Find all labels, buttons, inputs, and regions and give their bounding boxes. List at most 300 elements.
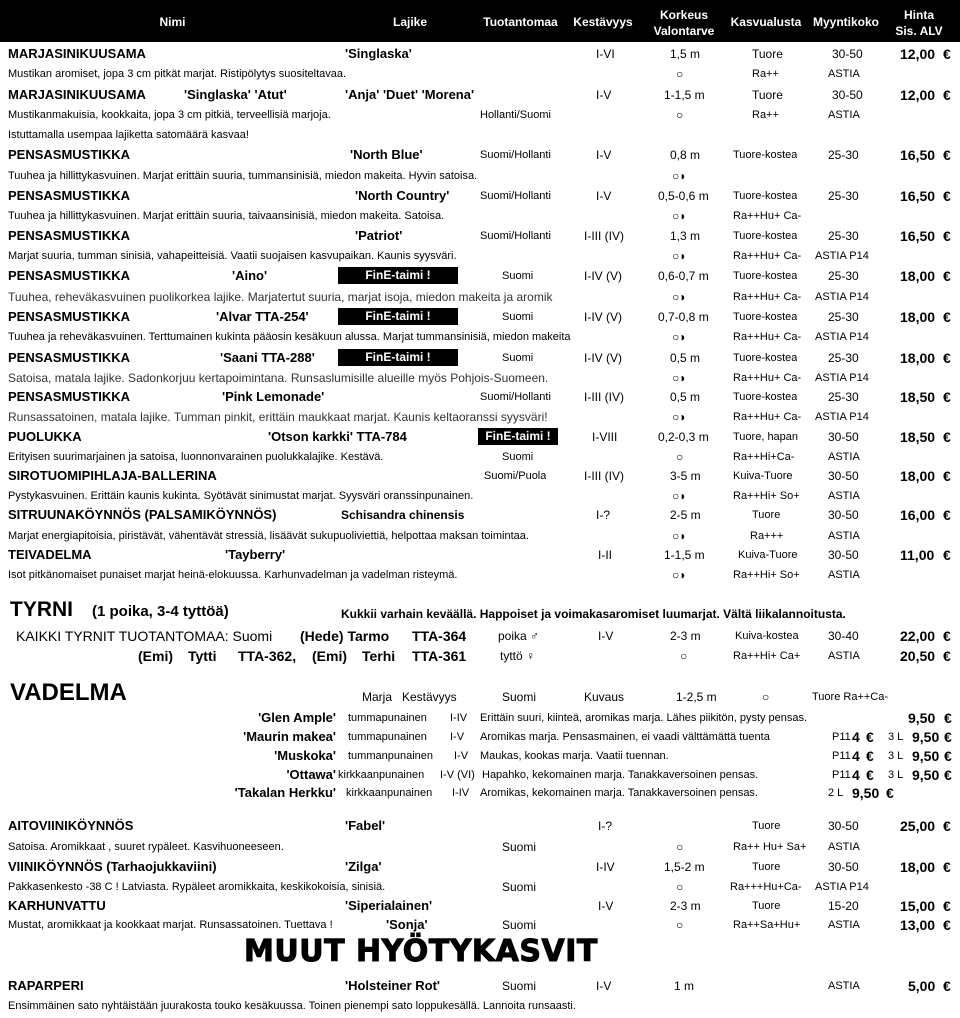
col-myyntikoko: Myyntikoko: [812, 15, 879, 29]
soil: Tuore: [752, 900, 781, 912]
pack: ASTIA: [828, 980, 860, 992]
soil-req: Ra+++: [750, 530, 784, 542]
soil: Tuore-kostea: [733, 149, 798, 161]
size: 25-30: [828, 229, 859, 243]
product-name: PENSASMUSTIKKA: [8, 309, 131, 324]
pack: ASTIA: [828, 919, 860, 931]
sun-icon: ○: [676, 67, 684, 81]
price: 9,50: [908, 710, 936, 726]
cultivar: 'North Country': [355, 188, 450, 203]
product-name: SIROTUOMIPIHLAJA-BALLERINA: [8, 468, 217, 483]
pack: ASTIA: [828, 841, 860, 853]
price: 18,50: [900, 389, 936, 405]
size: 25-30: [828, 310, 859, 324]
soil: Tuore, hapan: [733, 431, 799, 443]
euro-sign: €: [886, 785, 894, 801]
soil-req: Ra++Hu+ Ca-: [733, 331, 802, 343]
euro-sign: €: [943, 859, 951, 875]
table-row: [0, 427, 960, 447]
price: 11,00: [900, 547, 935, 563]
euro-sign: €: [943, 46, 951, 62]
table-row-desc: [0, 166, 960, 186]
tyrni-tytti: Tytti: [188, 648, 217, 664]
table-row-desc: [0, 64, 960, 84]
size: 30-50: [828, 819, 859, 833]
cultivar: 'Siperialainen': [345, 898, 433, 913]
price-small: 4: [852, 729, 860, 745]
product-name: PENSASMUSTIKKA: [8, 147, 131, 162]
cultivar: 'Zilga': [345, 859, 382, 874]
soil-req: Ra++Hu+ Ca-: [733, 411, 802, 423]
col-nimi: Nimi: [159, 15, 186, 29]
table-row: [0, 226, 960, 246]
price: 9,50: [912, 748, 940, 764]
zone: I-IV: [450, 712, 468, 724]
soil: Tuore-kostea: [733, 190, 798, 202]
cultivar: 'Glen Ample': [258, 710, 336, 725]
height: 3-5 m: [670, 469, 701, 483]
height: 0,5-0,6 m: [658, 189, 709, 203]
euro-sign: €: [943, 818, 951, 834]
vadelma-header: [0, 687, 960, 707]
col-tuotantomaa: Tuotantomaa: [483, 15, 558, 29]
description: Pystykasvuinen. Erittäin kaunis kukinta. Syötävät sinimustat marjat. Syysväri oranssinpunainen.: [8, 490, 474, 502]
berry-color: tummanpunainen: [348, 750, 434, 762]
description: Tuuhea ja hillittykasvuinen. Marjat erittäin suuria, tummansinisiä, miedon makeita. Hyvin satoisa.: [8, 170, 478, 182]
table-row: [0, 85, 960, 105]
zone: I-V: [450, 731, 465, 743]
size: 25-30: [828, 189, 859, 203]
pack: ASTIA P14: [815, 411, 869, 423]
cultivar: 'Holsteiner Rot': [345, 978, 441, 993]
product-name: PENSASMUSTIKKA: [8, 188, 131, 203]
soil: Tuore: [752, 47, 783, 61]
zone: I-II: [598, 548, 612, 562]
pack-2: 3 L: [888, 769, 904, 781]
country: Suomi/Hollanti: [480, 149, 551, 161]
price: 16,50: [900, 228, 936, 244]
table-row: [0, 348, 960, 368]
euro-sign: €: [943, 188, 951, 204]
fine-badge: FinE-taimi !: [338, 267, 458, 284]
table-row-desc: [0, 565, 960, 585]
table-row-desc: [0, 206, 960, 226]
zone: I-V: [598, 899, 614, 913]
price: 9,50: [912, 767, 940, 783]
pack: ASTIA P14: [815, 250, 869, 262]
soil: Tuore-kostea: [733, 311, 798, 323]
price-small: 4: [852, 767, 860, 783]
description: Ensimmäinen sato nyhtäistään juurakosta touko kesäkuussa. Toinen pienempi sato loppukesällä. Lannoita runsaasti.: [8, 1000, 576, 1012]
tyrni-tta362: TTA-362,: [238, 648, 297, 664]
price: 22,00: [900, 628, 936, 644]
height: 1,3 m: [670, 229, 701, 243]
description: Mustikan aromiset, jopa 3 cm pitkät marjat. Ristipölytys suositeltavaa.: [8, 68, 347, 80]
section-title-muut: MUUT HYÖTYKASVIT: [244, 934, 598, 969]
euro-sign: €: [943, 268, 951, 284]
tyrni-emi: (Emi): [138, 648, 173, 664]
product-name: KARHUNVATTU: [8, 898, 106, 913]
cultivar: 'Takalan Herkku': [234, 785, 336, 800]
size: 30-50: [832, 47, 863, 61]
soil: Tuore-kostea: [733, 270, 798, 282]
sun-icon: ○: [762, 690, 770, 704]
country: Suomi: [502, 840, 537, 854]
zone: I-IV: [596, 860, 615, 874]
vadelma-row: [0, 783, 960, 803]
soil: Tuore: [752, 820, 781, 832]
cultivar: 'Ottawa': [286, 767, 336, 782]
cultivar: 'Singlaska' 'Atut': [184, 87, 287, 102]
sun-halfshade-icon: ○◗: [672, 410, 687, 424]
height: 1,5 m: [670, 47, 701, 61]
description: Satoisa. Aromikkaat , suuret rypäleet. Kasvihuoneeseen.: [8, 841, 284, 853]
zone: I-III (IV): [584, 390, 624, 404]
soil-req: Ra++: [752, 68, 779, 80]
price: 18,50: [900, 429, 936, 445]
soil-req: Ra++ Hu+ Sa+: [733, 841, 807, 853]
product-name: PENSASMUSTIKKA: [8, 268, 131, 283]
description: Tuuhea ja reheväkasvuinen. Terttumainen kukinta pääosin kesäkuun alussa. Marjat tummansinisiä, miedon makeita: [8, 331, 571, 343]
pack: ASTIA: [828, 68, 860, 80]
description: Tuuhea ja hillittykasvuinen. Marjat erittäin suuria, taivaansinisiä, miedon makeita. Satoisa.: [8, 210, 445, 222]
size: 30-40: [828, 629, 859, 643]
zone: I-?: [598, 819, 613, 833]
country: Suomi: [502, 352, 534, 364]
tyrni-row-2: [0, 646, 960, 666]
product-name: PENSASMUSTIKKA: [8, 350, 131, 365]
country: Suomi/Puola: [484, 470, 547, 482]
product-name: AITOVIINIKÖYNNÖS: [8, 818, 134, 833]
sun-halfshade-icon: ○◗: [672, 371, 687, 385]
col-alv: Sis. ALV: [895, 24, 943, 38]
zone: I-V (VI): [440, 769, 475, 781]
height: 0,5 m: [670, 351, 701, 365]
berry-color: tummapunainen: [348, 712, 427, 724]
product-name: PUOLUKKA: [8, 429, 82, 444]
tyrni-tta364: TTA-364: [412, 628, 467, 644]
pack: ASTIA: [828, 650, 860, 662]
soil-req: Ra++Hu+ Ca-: [733, 250, 802, 262]
pack: ASTIA P14: [815, 881, 869, 893]
country: Suomi: [502, 311, 534, 323]
price: 13,00: [900, 917, 936, 933]
soil: Kuiva-Tuore: [733, 470, 793, 482]
vadelma-row: [0, 765, 960, 785]
pack: P11: [832, 750, 851, 762]
col-suomi: Suomi: [502, 690, 537, 704]
table-row: [0, 896, 960, 916]
product-name: VIINIKÖYNNÖS (Tarhaojukkaviini): [8, 859, 217, 874]
table-row: [0, 857, 960, 877]
fine-badge: FinE-taimi !: [478, 428, 558, 445]
table-row: [0, 816, 960, 836]
pack-2: 2 L: [828, 787, 844, 799]
table-row-desc: [0, 368, 960, 388]
sun-halfshade-icon: ○◗: [672, 209, 687, 223]
tyrni-poika: poika ♂: [498, 629, 540, 643]
price: 18,00: [900, 859, 936, 875]
product-name: MARJASINIKUUSAMA: [8, 46, 146, 61]
description: Mustikanmakuisia, kookkaita, jopa 3 cm pitkiä, terveellisiä marjoja.: [8, 109, 331, 121]
note: Istuttamalla usempaa lajiketta satomäärä kasvaa!: [8, 129, 249, 141]
euro-sign: €: [943, 87, 951, 103]
description: Maukas, kookas marja. Vaatii tuennan.: [480, 750, 669, 762]
cultivar: 'Pink Lemonade': [222, 389, 325, 404]
size: 30-50: [828, 430, 859, 444]
price: 16,00: [900, 507, 936, 523]
height: 1 m: [674, 979, 695, 993]
euro-sign: €: [866, 748, 874, 764]
cultivar: 'Aino': [232, 268, 268, 283]
size: 15-20: [828, 899, 859, 913]
tyrni-origin: KAIKKI TYRNIT TUOTANTOMAA: Suomi: [16, 628, 273, 644]
price: 18,00: [900, 309, 936, 325]
description: Aromikas marja. Pensasmainen, ei vaadi välttämättä tuenta: [480, 731, 770, 743]
country: Suomi/Hollanti: [480, 230, 551, 242]
tyrni-terhi: Terhi: [362, 648, 396, 664]
soil-req: Ra++Sa+Hu+: [733, 919, 801, 931]
table-row: [0, 145, 960, 165]
product-name: MARJASINIKUUSAMA: [8, 87, 146, 102]
col-kuvaus: Kuvaus: [584, 690, 625, 704]
vadelma-row: [0, 746, 960, 766]
price: 12,00: [900, 46, 936, 62]
product-name: TEIVADELMA: [8, 547, 92, 562]
table-row: [0, 307, 960, 327]
price: 9,50: [852, 785, 880, 801]
pack: ASTIA: [828, 109, 860, 121]
sun-halfshade-icon: ○◗: [672, 529, 687, 543]
tyrni-tta361: TTA-361: [412, 648, 467, 664]
berry-color: kirkkaanpunainen: [338, 769, 425, 781]
zone: I-IV (V): [584, 351, 622, 365]
table-row-desc: [0, 327, 960, 347]
table-row: [0, 44, 960, 64]
zone: I-IV (V): [584, 310, 622, 324]
table-row-desc: [0, 996, 960, 1016]
berry-color: tummapunainen: [348, 731, 427, 743]
size: 25-30: [828, 390, 859, 404]
soil-req: Ra++Hi+ Ca+: [733, 650, 801, 662]
height: 1-1,5 m: [664, 548, 705, 562]
size: 25-30: [828, 148, 859, 162]
pack: ASTIA P14: [815, 291, 869, 303]
fine-badge: FinE-taimi !: [338, 308, 458, 325]
size: 30-50: [832, 88, 863, 102]
tyrni-emi-2: (Emi): [312, 648, 347, 664]
price: 25,00: [900, 818, 936, 834]
country: Hollanti/Suomi: [480, 109, 551, 121]
size: 30-50: [828, 860, 859, 874]
soil-req: Ra++Hi+ So+: [733, 490, 800, 502]
table-row-desc: [0, 526, 960, 546]
height: 0,2-0,3 m: [658, 430, 709, 444]
price: 12,00: [900, 87, 936, 103]
table-row-desc: [0, 915, 960, 935]
height: 2-3 m: [670, 899, 701, 913]
description: Tuuhea, reheväkasvuinen puolikorkea lajike. Marjatertut suuria, marjat isoja, miedon makeita ja aromik: [8, 290, 553, 304]
cultivar: Schisandra chinensis: [341, 508, 465, 522]
table-row-desc: [0, 407, 960, 427]
soil-req: Ra+++Hu+Ca-: [730, 881, 802, 893]
tyrni-subtitle: (1 poika, 3-4 tyttöä): [92, 603, 229, 620]
tyrni-hede: (Hede) Tarmo: [300, 628, 390, 644]
table-row: [0, 186, 960, 206]
tyrni-note: Kukkii varhain keväällä. Happoiset ja voimakasaromiset luumarjat. Vältä liikalannoitusta.: [341, 607, 846, 621]
cultivar: 'Otson karkki' TTA-784: [268, 429, 407, 444]
pack: ASTIA: [828, 530, 860, 542]
euro-sign: €: [944, 748, 952, 764]
euro-sign: €: [943, 309, 951, 325]
height: 0,7-0,8 m: [658, 310, 709, 324]
euro-sign: €: [943, 898, 951, 914]
country: Suomi: [502, 451, 534, 463]
cultivar: 'Alvar TTA-254': [216, 309, 309, 324]
product-name: PENSASMUSTIKKA: [8, 228, 131, 243]
price: 16,50: [900, 147, 936, 163]
cultivar: 'Tayberry': [225, 547, 286, 562]
country: Suomi: [502, 270, 534, 282]
product-name: SITRUUNAKÖYNNÖS (PALSAMIKÖYNNÖS): [8, 507, 277, 522]
description: Satoisa, matala lajike. Sadonkorjuu kertapoimintana. Runsaslumisille alueille myös Pohjois-Suomeen.: [8, 371, 549, 385]
euro-sign: €: [943, 547, 951, 563]
description: Aromikas, kekomainen marja. Tanakkaversoinen pensas.: [480, 787, 758, 799]
size: 30-50: [828, 508, 859, 522]
cultivar-2: 'Anja' 'Duet' 'Morena': [345, 87, 475, 102]
price: 18,00: [900, 468, 936, 484]
tyrni-tytto: tyttö ♀: [500, 649, 536, 663]
cultivar: 'North Blue': [350, 147, 423, 162]
soil: Tuore-kostea: [733, 352, 798, 364]
cultivar: 'Fabel': [345, 818, 386, 833]
sun-halfshade-icon: ○◗: [672, 489, 687, 503]
description: Mustat, aromikkaat ja kookkaat marjat. Runsassatoinen. Tuettava !: [8, 919, 333, 931]
soil-req: Ra++Hi+ So+: [733, 569, 800, 581]
price: 20,50: [900, 648, 936, 664]
table-header: [0, 0, 960, 42]
price: 18,00: [900, 350, 936, 366]
table-row: [0, 266, 960, 286]
pack: ASTIA P14: [815, 372, 869, 384]
sun-halfshade-icon: ○◗: [672, 568, 687, 582]
tyrni-title: TYRNI: [10, 598, 73, 621]
table-row-desc: [0, 105, 960, 125]
soil-req: Ra++Hi+Ca-: [733, 451, 795, 463]
zone: I-V: [454, 750, 469, 762]
sun-halfshade-icon: ○◗: [672, 330, 687, 344]
col-kestavyys: Kestävyys: [573, 15, 633, 29]
table-row-desc: [0, 246, 960, 266]
col-kestavyys: Kestävyys: [402, 690, 457, 704]
euro-sign: €: [943, 507, 951, 523]
vadelma-row: [0, 727, 960, 747]
table-row: [0, 545, 960, 565]
col-kasvualusta: Kasvualusta: [730, 15, 802, 29]
pack: ASTIA P14: [815, 331, 869, 343]
soil: Tuore: [752, 88, 783, 102]
zone: I-IV (V): [584, 269, 622, 283]
country: Suomi: [502, 979, 537, 993]
col-valontarve: Valontarve: [653, 24, 715, 38]
pack: P11: [832, 769, 851, 781]
price-small: 4: [852, 748, 860, 764]
table-row: [0, 387, 960, 407]
product-name: RAPARPERI: [8, 978, 84, 993]
description: Erittäin suuri, kiinteä, aromikas marja. Lähes piikitön, pysty pensas.: [480, 712, 808, 724]
size: 30-50: [828, 469, 859, 483]
vadelma-row: [0, 708, 960, 728]
table-row-desc: [0, 486, 960, 506]
euro-sign: €: [944, 767, 952, 783]
country: Suomi/Hollanti: [480, 391, 551, 403]
euro-sign: €: [943, 429, 951, 445]
euro-sign: €: [943, 628, 951, 644]
cultivar: 'Singlaska': [345, 46, 412, 61]
pack: ASTIA: [828, 569, 860, 581]
table-row-note: [0, 125, 960, 145]
price: 15,00: [900, 898, 936, 914]
country: Suomi/Hollanti: [480, 190, 551, 202]
col-marja: Marja: [362, 690, 393, 704]
euro-sign: €: [866, 767, 874, 783]
tyrni-row-1: [0, 626, 960, 646]
sun-halfshade-icon: ○◗: [672, 290, 687, 304]
euro-sign: €: [944, 729, 952, 745]
table-row-desc: [0, 447, 960, 467]
soil-req: Tuore Ra++Ca-: [812, 691, 889, 703]
height: 2-5 m: [670, 508, 701, 522]
soil-req: Ra++: [752, 109, 779, 121]
table-row-desc: [0, 287, 960, 307]
soil-req: Ra++Hu+ Ca-: [733, 210, 802, 222]
euro-sign: €: [943, 389, 951, 405]
size: 25-30: [828, 269, 859, 283]
description: Marjat suuria, tumman sinisiä, vahapeitteisiä. Vaatii suojaisen kasvupaikan. Kaunis syysväri.: [8, 250, 457, 262]
soil: Tuore: [752, 861, 781, 873]
euro-sign: €: [943, 978, 951, 994]
height: 0,6-0,7 m: [658, 269, 709, 283]
price: 9,50: [912, 729, 940, 745]
description: Isot pitkänomaiset punaiset marjat heinä-elokuussa. Karhunvadelman ja vadelman risteymä.: [8, 569, 458, 581]
table-row: [0, 976, 960, 996]
sun-icon: ○: [680, 649, 688, 663]
height: 2-3 m: [670, 629, 701, 643]
soil: Kuiva-Tuore: [738, 549, 798, 561]
table-row-desc: [0, 837, 960, 857]
cultivar: 'Muskoka': [274, 748, 336, 763]
col-hinta: Hinta: [904, 8, 934, 22]
description: Erityisen suurimarjainen ja satoisa, luonnonvarainen puolukkalajike. Kestävä.: [8, 451, 384, 463]
zone: I-VI: [596, 47, 615, 61]
col-lajike: Lajike: [392, 15, 428, 29]
col-korkeus: Korkeus: [659, 8, 709, 22]
height: 1-2,5 m: [676, 690, 717, 704]
soil-req: Ra++Hu+ Ca-: [733, 372, 802, 384]
size: 25-30: [828, 351, 859, 365]
pack: P11: [832, 731, 851, 743]
soil: Tuore-kostea: [733, 391, 798, 403]
zone: I-V: [596, 88, 612, 102]
sun-icon: ○: [676, 840, 684, 854]
price: 18,00: [900, 268, 936, 284]
soil-req: Ra++Hu+ Ca-: [733, 291, 802, 303]
description: Pakkasenkesto -38 C ! Latviasta. Rypäleet aromikkaita, keskikokoisia, sinisiä.: [8, 881, 386, 893]
product-name: PENSASMUSTIKKA: [8, 389, 131, 404]
zone: I-V: [596, 979, 612, 993]
soil: Tuore: [752, 509, 781, 521]
zone: I-III (IV): [584, 469, 624, 483]
